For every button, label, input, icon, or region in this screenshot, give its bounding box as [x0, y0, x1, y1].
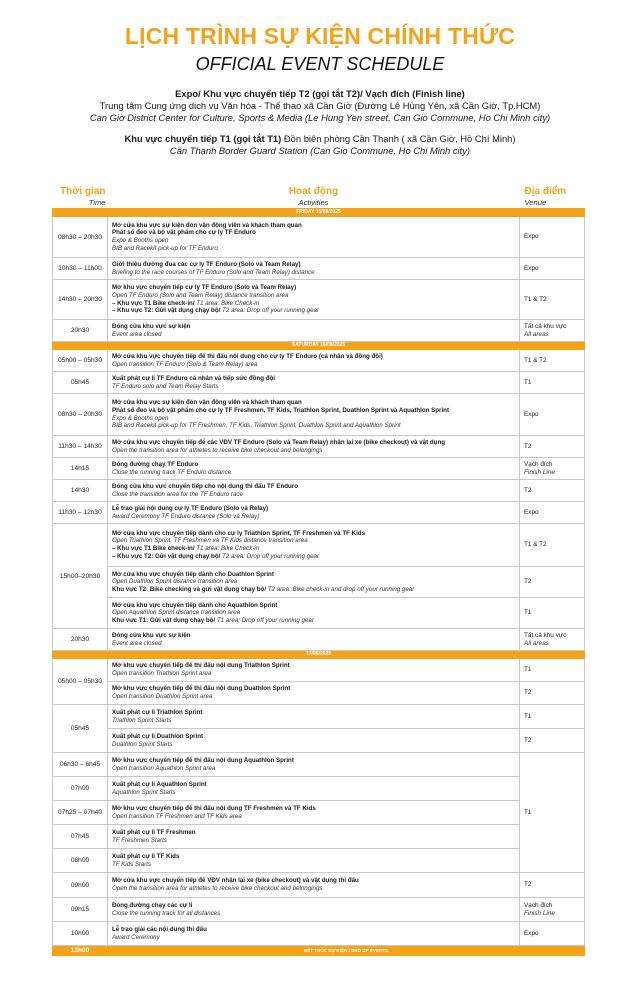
- row-time: 14h15: [53, 458, 108, 480]
- row-time: 08h00: [53, 849, 108, 873]
- row-activity: [108, 436, 520, 458]
- row-time: 20h30: [53, 629, 108, 651]
- row-activity: [108, 480, 520, 502]
- activity-vi: Xuất phát cự li TF Enduro cá nhân và tiếp sức đồng đội: [112, 374, 275, 382]
- row-time: 11h30 – 14h30: [53, 436, 108, 458]
- activity-vi: Giới thiệu đường đua các cự ly TF Enduro (Solo và Team Relay): [112, 260, 301, 268]
- table-row: [53, 217, 585, 258]
- table-row: [53, 682, 585, 705]
- venue-label-en: All areas: [524, 330, 549, 338]
- table-row: [53, 629, 585, 651]
- row-time: 05h45: [53, 372, 108, 394]
- col-activities-header: Hoạt động: [288, 186, 339, 197]
- row-time: 06h30 – 6h45: [53, 753, 108, 777]
- activity-vi: Đóng cửa khu vực sự kiện: [112, 631, 191, 639]
- row-venue: T1: [520, 705, 585, 729]
- page-header: [0, 0, 640, 157]
- activity-vi: Mở khu vực chuyển tiếp để thi đấu nội dung Duathlon Sprint: [112, 685, 291, 693]
- row-venue: Expo: [520, 394, 585, 436]
- table-row: [53, 567, 585, 598]
- activity-vi: Xuất phát cự li Aquathlon Sprint: [112, 780, 207, 788]
- activity-en: Open the transition area for athletes to receive bike checkout and belongings: [112, 885, 323, 892]
- row-time: 07h25 – 07h40: [53, 801, 108, 825]
- row-venue: T1: [520, 753, 585, 873]
- activity-en: Event area closed: [112, 330, 162, 338]
- row-venue: Expo: [520, 502, 585, 524]
- activity-en: Expo & Booths open: [112, 237, 169, 244]
- activity-en: Award Ceremony: [112, 933, 160, 941]
- table-row: [53, 825, 585, 849]
- row-activity: [108, 629, 520, 651]
- row-activity: [108, 922, 520, 946]
- row-venue: T1 & T2: [520, 350, 585, 372]
- activity-en: Close the running track for all distances: [112, 909, 221, 917]
- activity-vi: Lễ trao giải nội dung cự ly TF Enduro (Solo và Relay): [112, 504, 269, 512]
- activity-vi: Mở cửa khu vực chuyển tiếp dành cho Duathlon Sprint: [112, 570, 274, 578]
- activity-vi: Đóng cửa khu vực sự kiện: [112, 322, 191, 330]
- row-venue: T1: [520, 372, 585, 394]
- day-divider: [53, 651, 585, 659]
- row-venue: [520, 217, 585, 258]
- activity-vi: – Khu vực T1 Bike check-in/: [112, 299, 197, 307]
- activity-en: T1 area: Bike Check-in: [196, 299, 260, 307]
- row-venue: [520, 320, 585, 342]
- activity-en: Event area closed: [112, 639, 162, 647]
- activity-en: Duathlon Sprint Starts: [112, 740, 173, 748]
- venue-t1-name: Khu vực chuyển tiếp T1 (gọi tắt T1): [124, 133, 282, 144]
- activity-en: Open TF Enduro (Solo and Team Relay) distance transition area: [112, 291, 289, 299]
- table-row: [53, 898, 585, 922]
- activity-en: Award Ceremony TF Enduro distance (Solo và Relay): [112, 512, 260, 520]
- row-activity: [108, 849, 520, 873]
- activity-vi: Đóng cửa khu vực chuyển tiếp cho nội dung thi đấu TF Enduro: [112, 482, 298, 490]
- row-time: 09h00: [53, 873, 108, 898]
- table-row: [53, 659, 585, 682]
- activity-en: Open the transition area for athletes to receive bike checkout and belongings: [112, 446, 323, 454]
- activity-vi: Mở cửa khu vực chuyển tiếp để VĐV nhận lại xe (bike checkout) và vật dụng thi đấu: [112, 877, 359, 885]
- row-time: 15h00–20h30: [53, 524, 108, 629]
- day-label: SATURDAY 16/08/2025: [53, 342, 585, 350]
- row-venue: T1 & T2: [520, 280, 585, 320]
- activity-vi: Khu vực T1: Gửi vật dụng chạy bộ/: [112, 616, 217, 624]
- activity-vi: Mở cửa khu vực chuyển tiếp để các VĐV TF Enduro (Solo và Team Relay) nhận lại xe (bike checkout) và vật dụng: [112, 438, 446, 446]
- schedule-table: [52, 186, 585, 956]
- row-activity: [108, 801, 520, 825]
- col-time-header-en: Time: [88, 198, 106, 207]
- day-divider: [53, 209, 585, 217]
- venue-label: Tất cả khu vực: [524, 322, 567, 330]
- activity-vi: – Khu vực T2: Gửi vật dụng chạy bộ/: [112, 552, 223, 560]
- row-time: 05h45: [53, 705, 108, 753]
- table-row: [53, 350, 585, 372]
- row-activity: [108, 777, 520, 801]
- row-time: 07h00: [53, 777, 108, 801]
- table-header: [53, 186, 585, 209]
- table-row: [53, 705, 585, 729]
- title-english: OFFICIAL EVENT SCHEDULE: [195, 54, 445, 74]
- table-row: [53, 320, 585, 342]
- activity-en: T2 area: Drop off your running gear: [222, 307, 320, 315]
- activity-vi: Xuất phát cự li Duathlon Sprint: [112, 732, 204, 740]
- activity-vi: – Khu vực T1 Bike check-in/: [112, 545, 197, 552]
- row-venue: T1: [520, 598, 585, 629]
- table-row: [53, 480, 585, 502]
- table-row: [53, 922, 585, 946]
- row-venue: Expo: [520, 922, 585, 946]
- col-venue-header: Địa điểm: [524, 186, 567, 197]
- row-venue: T2: [520, 567, 585, 598]
- activity-vi: Đóng đường chạy TF Enduro: [112, 460, 199, 468]
- activity-vi: Mở khu vực chuyển tiếp để thi đấu nội dung Aquathlon Sprint: [112, 756, 294, 764]
- table-row: [53, 372, 585, 394]
- row-activity: [108, 682, 520, 705]
- col-venue-header-en: Venue: [524, 198, 547, 207]
- venue-t1-title: [0, 133, 640, 145]
- activity-en: Open Duathlon Sprint distance transition area: [112, 578, 238, 586]
- row-activity: [108, 567, 520, 598]
- activity-en: Close the transition area for the TF Enduro race: [112, 490, 243, 498]
- end-time: 12h00: [53, 946, 108, 956]
- row-venue: [520, 629, 585, 651]
- row-venue: [520, 458, 585, 480]
- table-row: [53, 436, 585, 458]
- activity-en: Open transition Duathlon Sprint area: [112, 693, 213, 700]
- table-row: [53, 849, 585, 873]
- row-time: 08h30 – 20h30: [53, 394, 108, 436]
- row-venue: T1 & T2: [520, 524, 585, 567]
- activity-vi: Xuất phát cự li Triathlon Sprint: [112, 708, 203, 716]
- row-activity: [108, 524, 520, 567]
- venue-label-en: Finish Line: [524, 468, 555, 476]
- venue-t1-info: [0, 133, 640, 157]
- row-time: 07h45: [53, 825, 108, 849]
- activity-vi: Mở cửa khu vực chuyển tiếp dành cho cự ly Triathlon Sprint, TF Freshmen và TF Kids: [112, 529, 366, 537]
- activity-en: Close the running track TF Enduro distance: [112, 468, 232, 476]
- table-row: [53, 458, 585, 480]
- activity-en: Aquathlon Sprint Starts: [112, 788, 176, 796]
- row-activity: [108, 502, 520, 524]
- table-row: [53, 753, 585, 777]
- activity-en: Open transition Aquathlon Sprint area: [112, 764, 216, 772]
- row-venue: T1: [520, 659, 585, 682]
- row-activity: [108, 394, 520, 436]
- col-time-header: Thời gian: [60, 186, 106, 197]
- end-label: KẾT THÚC SỰ KIỆN / END OF EVENTS: [108, 946, 585, 956]
- row-time: 14h30: [53, 480, 108, 502]
- venue-label: Expo: [524, 233, 539, 241]
- title-vietnamese: LỊCH TRÌNH SỰ KIỆN CHÍNH THỨC: [124, 23, 516, 49]
- activity-en: BIB and Racekit pick-up for TF Enduro: [112, 244, 218, 252]
- activity-vi: Xuất phát cự li TF Kids: [112, 852, 180, 860]
- day-divider: [53, 342, 585, 350]
- activity-vi: – Khu vực T2: Gửi vật dụng chạy bộ/: [112, 307, 223, 315]
- day-label: 17/08/2025: [53, 651, 585, 659]
- row-activity: [108, 753, 520, 777]
- venue-expo-address-en: Can Giờ District Center for Culture, Sports & Media (Le Hung Yen street, Can Gio Commune, Ho Chi Minh city): [89, 112, 551, 123]
- venue-label-en: Finish Line: [524, 909, 555, 917]
- activity-en: Briefing to the race courses of TF Enduro (Solo and Team Relay) distance: [112, 268, 315, 276]
- activity-en: T1 area: Bike Check-in: [196, 545, 260, 552]
- end-of-events-row: [53, 946, 585, 956]
- venue-label: Tất cả khu vực: [524, 631, 567, 639]
- row-time: 08h30 – 20h30: [53, 217, 108, 258]
- row-venue: T2: [520, 729, 585, 753]
- activity-vi: Mở khu vực chuyển tiếp cự ly TF Enduro (Solo và Team Relay): [112, 284, 297, 292]
- row-activity: [108, 898, 520, 922]
- row-activity: [108, 350, 520, 372]
- row-venue: T2: [520, 873, 585, 898]
- row-activity: [108, 825, 520, 849]
- row-activity: [108, 458, 520, 480]
- table-row: [53, 873, 585, 898]
- row-activity: [108, 873, 520, 898]
- venue-label: Vạch đích: [524, 460, 553, 468]
- row-activity: [108, 598, 520, 629]
- day-label: FRIDAY 15/08/2025: [53, 209, 585, 217]
- table-row: [53, 598, 585, 629]
- activity-vi: Đóng đường chạy các cự li: [112, 901, 193, 909]
- row-activity: [108, 280, 520, 320]
- activity-en: BIB and Racekit pick-up for TF Freshmen, TF Kids, Triathlon Sprint, Duathlon Sprint and Aquathlon Sprint: [112, 422, 401, 430]
- activity-vi: Mở khu vực chuyển tiếp để thi đấu nội dung Triathlon Sprint: [112, 662, 290, 670]
- row-activity: [108, 258, 520, 280]
- activity-vi: Phát số đeo và bộ vật phẩm cho cự ly TF Freshmen, TF Kids, Triathlon Sprint, Duathlon Sprint và Aquathlon Sprint: [112, 406, 450, 414]
- activity-en: TF Enduro solo and Team Relay Starts: [112, 382, 219, 390]
- activity-en: Open Aquathlon Sprint distance transition area: [112, 609, 241, 617]
- table-row: [53, 524, 585, 567]
- activity-en: Open transition Triathlon Sprint area: [112, 670, 212, 677]
- activity-vi: Khu vực T2: Bike checking và gửi vật dụng chạy bộ/: [112, 585, 268, 593]
- activity-vi: Lễ trao giải các nội dung thi đấu: [112, 925, 207, 933]
- row-activity: [108, 705, 520, 729]
- venue-label-en: All areas: [524, 639, 549, 647]
- activity-en: Open transition TF Enduro (Solo & Team Relay) area: [112, 360, 258, 368]
- table-row: [53, 258, 585, 280]
- activity-en: Expo & Booths open: [112, 414, 169, 422]
- row-activity: [108, 729, 520, 753]
- row-time: 14h30 – 20h30: [53, 280, 108, 320]
- activity-vi: Xuất phát cự li TF Freshmen: [112, 828, 196, 836]
- row-time: 10h30 – 11h00: [53, 258, 108, 280]
- activity-en: Open Triathlon Sprint, TF Freshmen và TF Kids distance transition area: [112, 537, 308, 545]
- row-venue: T2: [520, 436, 585, 458]
- table-row: [53, 502, 585, 524]
- table-row: [53, 777, 585, 801]
- venue-expo-title: Expo/ Khu vực chuyển tiếp T2 (gọi tắt T2)/ Vạch đích (Finish line): [175, 88, 465, 99]
- activity-en: T2 area: Bike check-in and drop off your running gear: [267, 585, 415, 593]
- venue-t1-address-en: Cần Thạnh Border Guard Station (Can Gio Commune, Ho Chi Minh city): [169, 145, 471, 156]
- activity-vi: Mở cửa khu vực sự kiện đón vận động viên và khách tham quan: [112, 399, 302, 407]
- row-time: 05h00 – 05h30: [53, 659, 108, 705]
- row-time: 09h15: [53, 898, 108, 922]
- activity-en: TF Kids Starts: [112, 860, 152, 868]
- table-row: [53, 801, 585, 825]
- venue-label: Vạch đích: [524, 901, 553, 909]
- row-venue: [520, 898, 585, 922]
- row-venue: T2: [520, 480, 585, 502]
- activity-vi: Mở cửa khu vực chuyển tiếp để thi đấu nội dung cho cự ly TF Enduro (cá nhân và đồng đội): [112, 352, 383, 360]
- activity-en: T1 area: Drop off your running gear: [216, 616, 314, 624]
- row-venue: T2: [520, 682, 585, 705]
- table-row: [53, 729, 585, 753]
- activity-vi: Mở cửa khu vực sự kiện đón vận động viên và khách tham quan: [112, 221, 302, 229]
- row-time: 20h30: [53, 320, 108, 342]
- activity-vi: Phát số đeo và bộ vật phẩm cho cự ly TF Enduro: [112, 229, 256, 237]
- row-activity: [108, 372, 520, 394]
- row-activity: [108, 320, 520, 342]
- row-time: 05h00 – 05h30: [53, 350, 108, 372]
- activity-vi: Mở khu vực chuyển tiếp để thi đấu nội dung TF Freshmen và TF Kids: [112, 804, 316, 812]
- row-activity: [108, 217, 520, 258]
- row-activity: [108, 659, 520, 682]
- activity-en: Triathlon Sprint Starts: [112, 716, 172, 724]
- activity-en: Open transition TF Freshmen and TF Kids area: [112, 812, 242, 820]
- row-venue: Expo: [520, 258, 585, 280]
- col-activities-header-en: Activities: [298, 198, 329, 207]
- venue-expo-info: [0, 88, 640, 124]
- venue-t1-address: Đồn biên phòng Cần Thạnh ( xã Cần Giờ, Hồ Chí Minh): [281, 133, 516, 144]
- activity-en: TF Freshmen Starts: [112, 836, 167, 844]
- table-row: [53, 394, 585, 436]
- table-row: [53, 280, 585, 320]
- row-time: 10h00: [53, 922, 108, 946]
- row-time: 11h30 – 12h30: [53, 502, 108, 524]
- venue-expo-address: Trung tâm Cung ứng dịch vụ Văn hóa - Thể thao xã Cần Giờ (Đường Lê Hùng Yên, xã Cần Giờ, Tp.HCM): [99, 100, 541, 111]
- activity-vi: Mở cửa khu vực chuyển tiếp dành cho Aquathlon Sprint: [112, 601, 278, 609]
- activity-en: T2 area: Drop off your running gear: [222, 552, 320, 560]
